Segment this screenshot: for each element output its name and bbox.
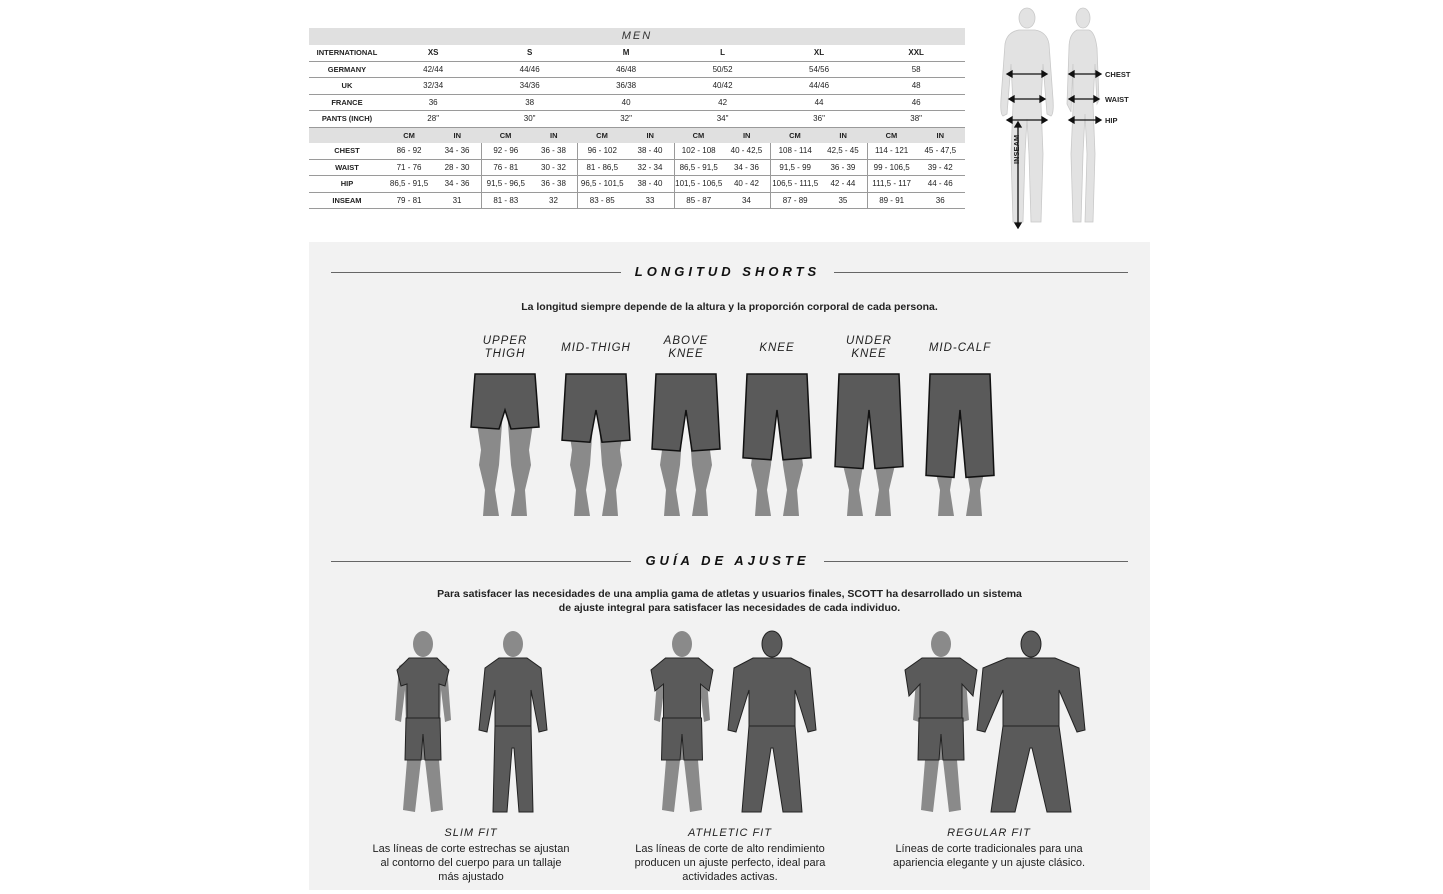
shorts-figure-icon bbox=[829, 370, 909, 520]
size-row-label: PANTS (INCH) bbox=[309, 111, 385, 128]
size-cell: XXL bbox=[867, 45, 965, 61]
size-chart-title: MEN bbox=[309, 28, 965, 45]
measure-row-label: HIP bbox=[309, 176, 385, 193]
size-row-label: FRANCE bbox=[309, 94, 385, 111]
measure-cell: 45 - 47,5 bbox=[916, 143, 965, 159]
shorts-figure-icon bbox=[737, 370, 817, 520]
size-row bbox=[309, 94, 965, 111]
measure-cell: 36 - 39 bbox=[819, 159, 867, 176]
measure-row-label: INSEAM bbox=[309, 192, 385, 209]
measure-cell: 34 - 36 bbox=[433, 176, 481, 193]
measure-cell: 81 - 83 bbox=[481, 192, 529, 209]
measure-cell: 34 - 36 bbox=[433, 143, 481, 159]
shorts-garment bbox=[926, 374, 994, 477]
shorts-length-label-line-1: KNEE bbox=[759, 342, 795, 354]
measure-cell: 79 - 81 bbox=[385, 192, 433, 209]
measure-cell: 85 - 87 bbox=[674, 192, 722, 209]
unit-header-cell: CM bbox=[867, 127, 915, 143]
shorts-figure-icon bbox=[920, 370, 1000, 520]
shorts-length-label-line-1: MID-CALF bbox=[928, 342, 992, 354]
chest-label: CHEST bbox=[1105, 70, 1131, 79]
measure-cell: 44 - 46 bbox=[916, 176, 965, 193]
shorts-length-label-line-2: THIGH bbox=[484, 348, 526, 360]
measure-cell: 35 bbox=[819, 192, 867, 209]
size-chart-table bbox=[309, 28, 965, 209]
measure-cell: 42,5 - 45 bbox=[819, 143, 867, 159]
unit-header-cell: CM bbox=[771, 127, 819, 143]
divider-line bbox=[331, 561, 631, 562]
measure-cell: 38 - 40 bbox=[626, 143, 674, 159]
fit-figure-icon bbox=[630, 630, 830, 820]
shorts-intro-text: La longitud siempre depende de la altura y la proporción corporal de cada persona. bbox=[521, 301, 938, 313]
size-cell: 36" bbox=[771, 111, 867, 128]
divider-line bbox=[834, 272, 1128, 273]
size-cell: 58 bbox=[867, 61, 965, 78]
size-cell: 48 bbox=[867, 78, 965, 95]
waist-label: WAIST bbox=[1105, 95, 1129, 104]
size-cell: L bbox=[674, 45, 770, 61]
measure-cell: 30 - 32 bbox=[530, 159, 578, 176]
shorts-figure-icon bbox=[646, 370, 726, 520]
size-cell: 44/46 bbox=[771, 78, 867, 95]
shorts-garment bbox=[562, 374, 630, 442]
divider-line bbox=[824, 561, 1128, 562]
measure-cell: 108 - 114 bbox=[771, 143, 819, 159]
measure-row bbox=[309, 176, 965, 193]
body-measurement-diagram bbox=[985, 4, 1145, 229]
measure-cell: 89 - 91 bbox=[867, 192, 915, 209]
measure-cell: 34 bbox=[723, 192, 771, 209]
measure-row bbox=[309, 192, 965, 209]
unit-header-cell: IN bbox=[819, 127, 867, 143]
fit-figure-icon bbox=[889, 630, 1089, 820]
hip-label: HIP bbox=[1105, 116, 1118, 125]
unit-header-cell: IN bbox=[626, 127, 674, 143]
size-cell: 38" bbox=[867, 111, 965, 128]
measure-cell: 36 - 38 bbox=[530, 176, 578, 193]
size-cell: 44/46 bbox=[481, 61, 577, 78]
shorts-garment bbox=[743, 374, 811, 460]
size-cell: 28" bbox=[385, 111, 481, 128]
unit-header-cell: IN bbox=[916, 127, 965, 143]
shorts-length-label-line-1: UNDER bbox=[846, 335, 892, 347]
measure-cell: 36 bbox=[916, 192, 965, 209]
measure-cell: 96 - 102 bbox=[578, 143, 626, 159]
size-cell: 42/44 bbox=[385, 61, 481, 78]
fit-description-line: actividades activas. bbox=[682, 871, 778, 883]
measure-cell: 86,5 - 91,5 bbox=[385, 176, 433, 193]
size-cell: 32/34 bbox=[385, 78, 481, 95]
size-row bbox=[309, 111, 965, 128]
measure-cell: 31 bbox=[433, 192, 481, 209]
shorts-length-label bbox=[824, 335, 914, 361]
size-cell: S bbox=[481, 45, 577, 61]
measure-cell: 40 - 42,5 bbox=[723, 143, 771, 159]
shorts-garment bbox=[835, 374, 903, 469]
shorts-length-label-line-1: MID-THIGH bbox=[561, 342, 631, 354]
unit-header-cell: CM bbox=[385, 127, 433, 143]
fit-section-title: GUÍA DE AJUSTE bbox=[645, 553, 810, 568]
shorts-length-label bbox=[915, 342, 1005, 355]
shorts-length-label bbox=[732, 342, 822, 355]
size-cell: XS bbox=[385, 45, 481, 61]
measure-cell: 34 - 36 bbox=[723, 159, 771, 176]
fit-description-line: Las líneas de corte de alto rendimiento bbox=[635, 843, 825, 855]
size-row bbox=[309, 78, 965, 95]
size-row-label: INTERNATIONAL bbox=[309, 45, 385, 61]
size-cell: 38 bbox=[481, 94, 577, 111]
size-cell: 36 bbox=[385, 94, 481, 111]
measure-cell: 42 - 44 bbox=[819, 176, 867, 193]
measure-row-label: WAIST bbox=[309, 159, 385, 176]
size-cell: 54/56 bbox=[771, 61, 867, 78]
measure-cell: 99 - 106,5 bbox=[867, 159, 915, 176]
size-cell: 36/38 bbox=[578, 78, 674, 95]
measure-cell: 33 bbox=[626, 192, 674, 209]
fit-description bbox=[869, 842, 1109, 870]
size-cell: 42 bbox=[674, 94, 770, 111]
measure-row-label: CHEST bbox=[309, 143, 385, 159]
size-chart-title-row bbox=[309, 28, 965, 45]
shorts-figure-icon bbox=[556, 370, 636, 520]
fit-description bbox=[610, 842, 850, 884]
fit-intro-line-2: de ajuste integral para satisfacer las necesidades de cada individuo. bbox=[558, 602, 901, 614]
measure-cell: 32 - 34 bbox=[626, 159, 674, 176]
size-cell: 30" bbox=[481, 111, 577, 128]
size-row-label: GERMANY bbox=[309, 61, 385, 78]
fit-intro-line-1: Para satisfacer las necesidades de una amplia gama de atletas y usuarios finales, SCOTT ha desarrollado un sistema bbox=[437, 588, 1022, 600]
measure-cell: 36 - 38 bbox=[530, 143, 578, 159]
unit-row-spacer bbox=[309, 127, 385, 143]
shorts-length-label-line-2: KNEE bbox=[668, 348, 704, 360]
measure-cell: 92 - 96 bbox=[481, 143, 529, 159]
inseam-label: INSEAM bbox=[1012, 134, 1021, 164]
measure-cell: 71 - 76 bbox=[385, 159, 433, 176]
unit-header-cell: CM bbox=[578, 127, 626, 143]
measure-cell: 96,5 - 101,5 bbox=[578, 176, 626, 193]
measure-cell: 86 - 92 bbox=[385, 143, 433, 159]
measure-cell: 91,5 - 96,5 bbox=[481, 176, 529, 193]
measure-cell: 111,5 - 117 bbox=[867, 176, 915, 193]
unit-header-row bbox=[309, 127, 965, 143]
size-cell: 34/36 bbox=[481, 78, 577, 95]
fit-figure-icon bbox=[371, 630, 571, 820]
fit-description-line: más ajustado bbox=[438, 871, 504, 883]
measure-cell: 40 - 42 bbox=[723, 176, 771, 193]
shorts-length-label bbox=[641, 335, 731, 361]
shorts-length-label bbox=[551, 342, 641, 355]
measure-cell: 39 - 42 bbox=[916, 159, 965, 176]
size-cell: 32" bbox=[578, 111, 674, 128]
measure-cell: 38 - 40 bbox=[626, 176, 674, 193]
size-cell: 50/52 bbox=[674, 61, 770, 78]
fit-name: ATHLETIC FIT bbox=[688, 827, 772, 839]
body-silhouette-icon bbox=[985, 4, 1145, 229]
measure-row bbox=[309, 143, 965, 159]
size-cell: 34" bbox=[674, 111, 770, 128]
size-row-label: UK bbox=[309, 78, 385, 95]
measure-row bbox=[309, 159, 965, 176]
measure-cell: 83 - 85 bbox=[578, 192, 626, 209]
fit-description-line: apariencia elegante y un ajuste clásico. bbox=[892, 857, 1085, 869]
unit-header-cell: CM bbox=[481, 127, 529, 143]
size-cell: 40 bbox=[578, 94, 674, 111]
measure-cell: 102 - 108 bbox=[674, 143, 722, 159]
measure-cell: 76 - 81 bbox=[481, 159, 529, 176]
measure-cell: 91,5 - 99 bbox=[771, 159, 819, 176]
size-cell: 44 bbox=[771, 94, 867, 111]
fit-description-line: producen un ajuste perfecto, ideal para bbox=[634, 857, 826, 869]
unit-header-cell: IN bbox=[723, 127, 771, 143]
shorts-length-label-line-2: KNEE bbox=[851, 348, 887, 360]
fit-description-line: Líneas de corte tradicionales para una bbox=[895, 843, 1083, 855]
divider-line bbox=[331, 272, 621, 273]
fit-name: REGULAR FIT bbox=[947, 827, 1031, 839]
fit-description-line: Las líneas de corte estrechas se ajustan bbox=[372, 843, 570, 855]
shorts-section-title: LONGITUD SHORTS bbox=[634, 264, 821, 279]
size-row bbox=[309, 61, 965, 78]
measure-cell: 114 - 121 bbox=[867, 143, 915, 159]
shorts-length-label-line-1: UPPER bbox=[482, 335, 528, 347]
measure-cell: 106,5 - 111,5 bbox=[771, 176, 819, 193]
shorts-garment bbox=[652, 374, 720, 451]
guide-panel bbox=[309, 242, 1150, 890]
fit-description bbox=[351, 842, 591, 884]
size-cell: M bbox=[578, 45, 674, 61]
size-cell: XL bbox=[771, 45, 867, 61]
size-row bbox=[309, 45, 965, 61]
unit-header-cell: IN bbox=[433, 127, 481, 143]
fit-name: SLIM FIT bbox=[444, 827, 498, 839]
measure-cell: 28 - 30 bbox=[433, 159, 481, 176]
size-cell: 46 bbox=[867, 94, 965, 111]
shorts-garment bbox=[471, 374, 539, 429]
measure-cell: 32 bbox=[530, 192, 578, 209]
measure-cell: 87 - 89 bbox=[771, 192, 819, 209]
fit-description-line: al contorno del cuerpo para un tallaje bbox=[380, 857, 562, 869]
measure-cell: 101,5 - 106,5 bbox=[674, 176, 722, 193]
measure-cell: 81 - 86,5 bbox=[578, 159, 626, 176]
unit-header-cell: CM bbox=[674, 127, 722, 143]
shorts-length-label bbox=[460, 335, 550, 361]
size-cell: 40/42 bbox=[674, 78, 770, 95]
unit-header-cell: IN bbox=[530, 127, 578, 143]
size-cell: 46/48 bbox=[578, 61, 674, 78]
shorts-length-label-line-1: ABOVE bbox=[663, 335, 709, 347]
shorts-figure-icon bbox=[465, 370, 545, 520]
measure-cell: 86,5 - 91,5 bbox=[674, 159, 722, 176]
